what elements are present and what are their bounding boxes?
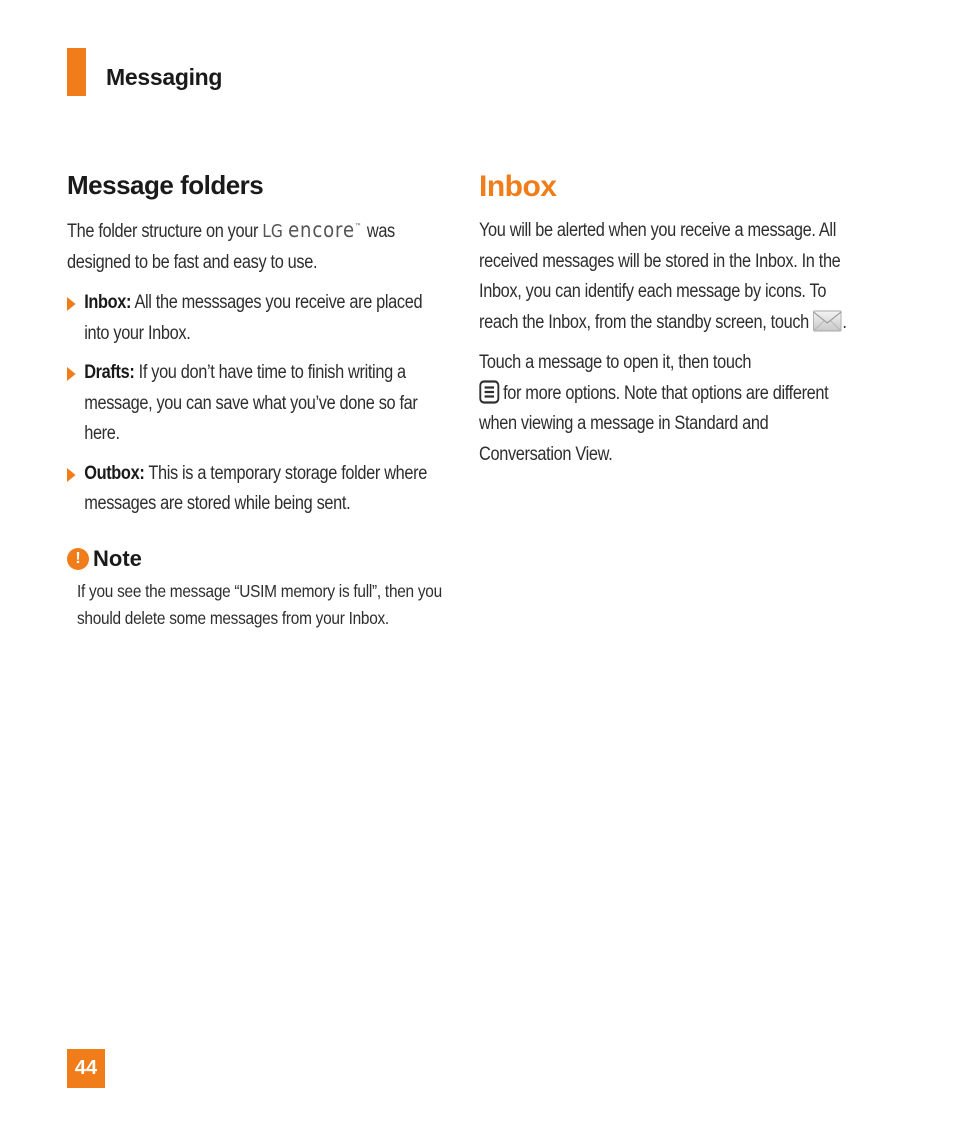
list-item-term: Drafts: [84, 362, 135, 383]
message-folders-heading: Message folders [67, 170, 264, 200]
list-item-term: Inbox: [84, 292, 132, 313]
list-item-text: All the messsages you receive are placed into your Inbox. [84, 292, 423, 344]
brand-lg: LG [262, 221, 283, 242]
page-number: 44 [67, 1049, 105, 1088]
triangle-bullet-icon [67, 367, 76, 381]
brand-logo [262, 212, 362, 248]
inbox-paragraph-1-end: . [842, 311, 847, 333]
list-item [67, 358, 450, 450]
message-folders-column [67, 168, 447, 632]
list-item-text: If you don’t have time to finish writing a message, you can save what you’ve done so far here. [84, 362, 418, 444]
folders-intro-start: The folder structure on your [67, 221, 263, 242]
section-marker-bar [67, 48, 86, 96]
inbox-column [479, 168, 859, 470]
inbox-heading: Inbox [479, 170, 557, 203]
envelope-icon [813, 309, 842, 333]
note-text: If you see the message “USIM memory is full”, then you should delete some messages from your Inbox. [77, 580, 442, 628]
brand-trademark: ™ [354, 222, 363, 231]
folder-list [67, 288, 450, 520]
note-block [67, 546, 447, 632]
inbox-paragraph-2-rest: for more options. Note that options are different when viewing a message in Standard and Conversation View. [479, 382, 829, 465]
folders-intro-end: was designed to be fast and easy to use. [67, 221, 395, 273]
triangle-bullet-icon [67, 468, 76, 482]
inbox-paragraph-2 [479, 348, 862, 470]
triangle-bullet-icon [67, 297, 76, 311]
note-heading [67, 546, 447, 572]
inbox-paragraph-2-start: Touch a message to open it, then touch [479, 352, 752, 373]
brand-name: encore [288, 218, 355, 242]
list-item [67, 288, 450, 349]
section-label: Messaging [106, 64, 223, 90]
message-folders-body [67, 212, 450, 520]
list-item-text: This is a temporary storage folder where messages are stored while being sent. [84, 462, 428, 514]
inbox-paragraph-1-text: You will be alerted when you receive a message. All received messages will be stored in the Inbox. In the Inbox, you can identify each message by icons. To reach the Inbox, from the standby screen, touch [479, 220, 841, 333]
folders-intro [67, 212, 450, 278]
inbox-paragraph-1 [479, 216, 862, 338]
inbox-body [479, 216, 862, 470]
list-item-term: Outbox: [84, 462, 145, 484]
note-title: Note [93, 545, 142, 571]
menu-key-icon [479, 380, 500, 404]
alert-icon: ! [67, 548, 89, 570]
list-item [67, 459, 450, 520]
